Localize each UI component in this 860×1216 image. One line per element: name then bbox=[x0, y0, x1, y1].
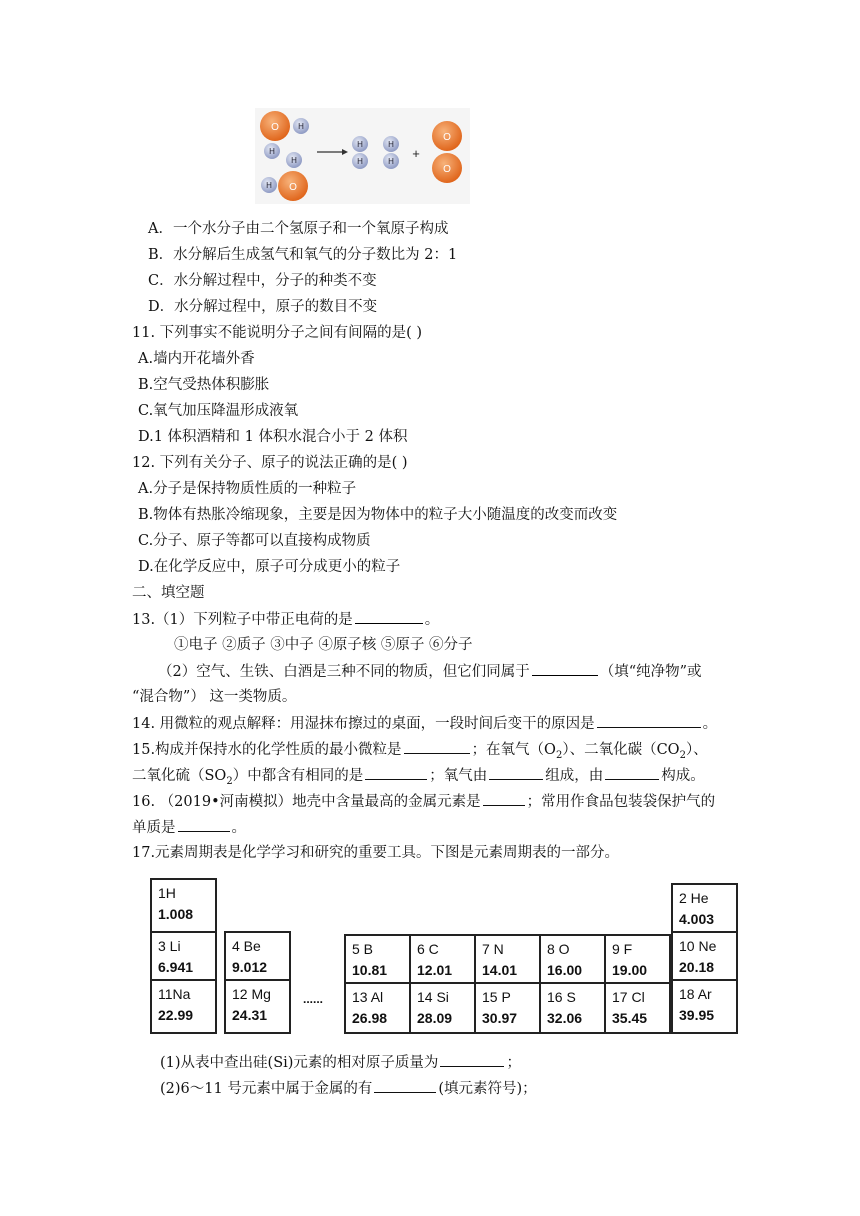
q17-part2 bbox=[160, 1078, 537, 1099]
element-symbol: 11Na bbox=[158, 986, 191, 1002]
element-symbol: 10 Ne bbox=[679, 938, 717, 954]
q11-option-b: B.空气受热体积膨胀 bbox=[138, 377, 270, 393]
element-symbol: 4 Be bbox=[232, 938, 261, 954]
q12-option-d: D.在化学反应中，原子可分成更小的粒子 bbox=[138, 559, 401, 575]
element-cell bbox=[409, 934, 476, 984]
atom-label: H bbox=[357, 140, 363, 149]
q16-text-a: 16. （2019•河南模拟）地壳中含量最高的金属元素是 bbox=[132, 794, 481, 810]
element-mass: 16.00 bbox=[547, 962, 583, 978]
element-cell bbox=[409, 982, 476, 1034]
atom-label: H bbox=[266, 181, 272, 190]
element-symbol: 1H bbox=[158, 885, 176, 901]
answer-blank[interactable] bbox=[374, 1078, 436, 1093]
q14-text: 14. 用微粒的观点解释：用湿抹布擦过的桌面，一段时间后变干的原因是 bbox=[132, 716, 595, 732]
q13-part1-end: 。 bbox=[424, 612, 440, 628]
q14-end: 。 bbox=[702, 716, 718, 732]
q15-line2 bbox=[132, 765, 705, 792]
element-cell bbox=[150, 979, 217, 1034]
element-symbol: 3 Li bbox=[158, 938, 181, 954]
q11-option-c: C.氧气加压降温形成液氧 bbox=[138, 403, 299, 419]
q17-stem: 17.元素周期表是化学学习和研究的重要工具。下图是元素周期表的一部分。 bbox=[132, 845, 620, 861]
q10-option-d: D．水分解过程中，原子的数目不变 bbox=[148, 299, 378, 315]
element-symbol: 9 F bbox=[612, 941, 633, 957]
element-cell bbox=[224, 931, 291, 981]
q17-part1-text: (1)从表中查出硅(Si)元素的相对原子质量为 bbox=[160, 1055, 439, 1071]
atom-label: H bbox=[298, 122, 304, 131]
answer-blank[interactable] bbox=[365, 765, 427, 780]
q15-text-d: ）、 bbox=[685, 742, 708, 758]
element-symbol: 7 N bbox=[482, 941, 504, 957]
element-symbol: 17 Cl bbox=[612, 989, 645, 1005]
q10-option-c: C．水分解过程中，分子的种类不变 bbox=[148, 273, 377, 289]
q13-part2-text2: （填“纯净物”或 bbox=[599, 664, 702, 680]
water-decomposition-figure bbox=[255, 108, 470, 204]
element-cell bbox=[224, 979, 291, 1034]
element-mass: 26.98 bbox=[352, 1010, 388, 1026]
element-symbol: 6 C bbox=[417, 941, 439, 957]
atom-label: O bbox=[271, 122, 279, 133]
q11-option-a: A.墙内开花墙外香 bbox=[138, 351, 255, 367]
element-cell bbox=[671, 883, 738, 933]
q13-part2-text: （2）空气、生铁、白酒是三种不同的物质，但它们同属于 bbox=[158, 664, 530, 680]
element-mass: 10.81 bbox=[352, 962, 388, 978]
q15-text-h: 组成，由 bbox=[545, 768, 604, 784]
q13-part1 bbox=[132, 609, 439, 630]
element-cell bbox=[474, 934, 541, 984]
q12-option-a: A.分子是保持物质性质的一种粒子 bbox=[138, 481, 357, 497]
element-mass: 35.45 bbox=[612, 1010, 648, 1026]
element-cell bbox=[344, 982, 411, 1034]
atom-label: H bbox=[269, 147, 275, 156]
answer-blank[interactable] bbox=[597, 713, 701, 728]
element-cell bbox=[150, 931, 217, 981]
answer-blank[interactable] bbox=[355, 609, 423, 624]
atom-label: H bbox=[388, 140, 394, 149]
element-cell bbox=[344, 934, 411, 984]
q10-option-b: B．水分解后生成氢气和氧气的分子数比为 2：1 bbox=[148, 247, 458, 263]
element-mass: 22.99 bbox=[158, 1007, 194, 1023]
q11-stem: 11. 下列事实不能说明分子之间有间隔的是( ) bbox=[132, 325, 423, 341]
q15-text-f: ）中都含有相同的是 bbox=[232, 768, 364, 784]
q17-part1-end: ； bbox=[506, 1055, 521, 1071]
element-mass: 39.95 bbox=[679, 1007, 715, 1023]
q12-stem: 12. 下列有关分子、原子的说法正确的是( ) bbox=[132, 455, 408, 471]
element-symbol: 2 He bbox=[679, 890, 709, 906]
q12-option-c: C.分子、原子等都可以直接构成物质 bbox=[138, 533, 371, 549]
atom-label: H bbox=[291, 156, 297, 165]
q13-part2 bbox=[158, 661, 702, 682]
atom-label: H bbox=[357, 157, 363, 166]
q13-part1-text: 13.（1）下列粒子中带正电荷的是 bbox=[132, 612, 353, 628]
q13-part2-line2: “混合物”） 这一类物质。 bbox=[132, 689, 297, 705]
element-symbol: 16 S bbox=[547, 989, 576, 1005]
element-cell bbox=[671, 979, 738, 1034]
answer-blank[interactable] bbox=[483, 791, 525, 806]
element-symbol: 13 Al bbox=[352, 989, 384, 1005]
element-mass: 9.012 bbox=[232, 959, 268, 975]
element-cell bbox=[474, 982, 541, 1034]
q16-text-b: ；常用作食品包装袋保护气的 bbox=[526, 794, 716, 810]
subscript: 2 bbox=[226, 775, 233, 787]
answer-blank[interactable] bbox=[532, 661, 598, 676]
element-mass: 24.31 bbox=[232, 1007, 268, 1023]
plus-sign: + bbox=[412, 146, 420, 161]
element-symbol: 12 Mg bbox=[232, 986, 271, 1002]
q17-part1 bbox=[160, 1052, 521, 1073]
element-mass: 30.97 bbox=[482, 1010, 518, 1026]
q16-text-d: 。 bbox=[231, 820, 246, 836]
q14 bbox=[132, 713, 717, 734]
element-mass: 1.008 bbox=[158, 906, 194, 922]
element-cell bbox=[539, 934, 606, 984]
element-mass: 20.18 bbox=[679, 959, 715, 975]
section-heading: 二、填空题 bbox=[132, 585, 205, 601]
answer-blank[interactable] bbox=[489, 765, 543, 780]
q11-option-d: D.1 体积酒精和 1 体积水混合小于 2 体积 bbox=[138, 429, 408, 445]
answer-blank[interactable] bbox=[178, 817, 230, 832]
ellipsis: ...... bbox=[303, 992, 324, 1006]
atom-label: O bbox=[289, 182, 297, 193]
element-cell bbox=[150, 878, 217, 933]
element-mass: 28.09 bbox=[417, 1010, 453, 1026]
atom-label: H bbox=[388, 157, 394, 166]
element-mass: 14.01 bbox=[482, 962, 518, 978]
q15-text-e: 二氧化硫（SO bbox=[132, 768, 227, 784]
element-symbol: 14 Si bbox=[417, 989, 449, 1005]
q15-text-g: ；氧气由 bbox=[429, 768, 488, 784]
q15-line1 bbox=[132, 739, 708, 766]
atom-label: O bbox=[443, 132, 451, 143]
element-cell bbox=[604, 934, 671, 984]
answer-blank[interactable] bbox=[440, 1052, 504, 1067]
element-mass: 19.00 bbox=[612, 962, 648, 978]
q17-part2-end: (填元素符号)； bbox=[438, 1081, 537, 1097]
element-symbol: 8 O bbox=[547, 941, 570, 957]
element-symbol: 15 P bbox=[482, 989, 511, 1005]
atom-label: O bbox=[443, 164, 451, 175]
q17-part2-text: (2)6～11 号元素中属于金属的有 bbox=[160, 1081, 373, 1097]
q10-option-a: A．一个水分子由二个氢原子和一个氧原子构成 bbox=[148, 221, 449, 237]
q13-choices: ①电子 ②质子 ③中子 ④原子核 ⑤原子 ⑥分子 bbox=[174, 637, 473, 653]
element-symbol: 18 Ar bbox=[679, 986, 712, 1002]
q15-text-a: 15.构成并保持水的化学性质的最小微粒是 bbox=[132, 742, 402, 758]
element-mass: 12.01 bbox=[417, 962, 453, 978]
element-mass: 6.941 bbox=[158, 959, 194, 975]
q12-option-b: B.物体有热胀冷缩现象，主要是因为物体中的粒子大小随温度的改变而改变 bbox=[138, 507, 618, 523]
q15-text-i: 构成。 bbox=[661, 768, 705, 784]
q16-line1 bbox=[132, 791, 715, 812]
element-cell bbox=[671, 931, 738, 981]
subscript: 2 bbox=[555, 749, 563, 761]
q16-line2 bbox=[132, 817, 246, 838]
subscript: 2 bbox=[679, 749, 686, 761]
answer-blank[interactable] bbox=[605, 765, 659, 780]
element-mass: 4.003 bbox=[679, 911, 715, 927]
q15-text-b: ；在氧气（O bbox=[471, 742, 556, 758]
q15-text-c: ）、二氧化碳（CO bbox=[562, 742, 680, 758]
answer-blank[interactable] bbox=[404, 739, 470, 754]
element-symbol: 5 B bbox=[352, 941, 374, 957]
element-cell bbox=[539, 982, 606, 1034]
element-mass: 32.06 bbox=[547, 1010, 583, 1026]
q16-text-c: 单质是 bbox=[132, 820, 176, 836]
element-cell bbox=[604, 982, 671, 1034]
